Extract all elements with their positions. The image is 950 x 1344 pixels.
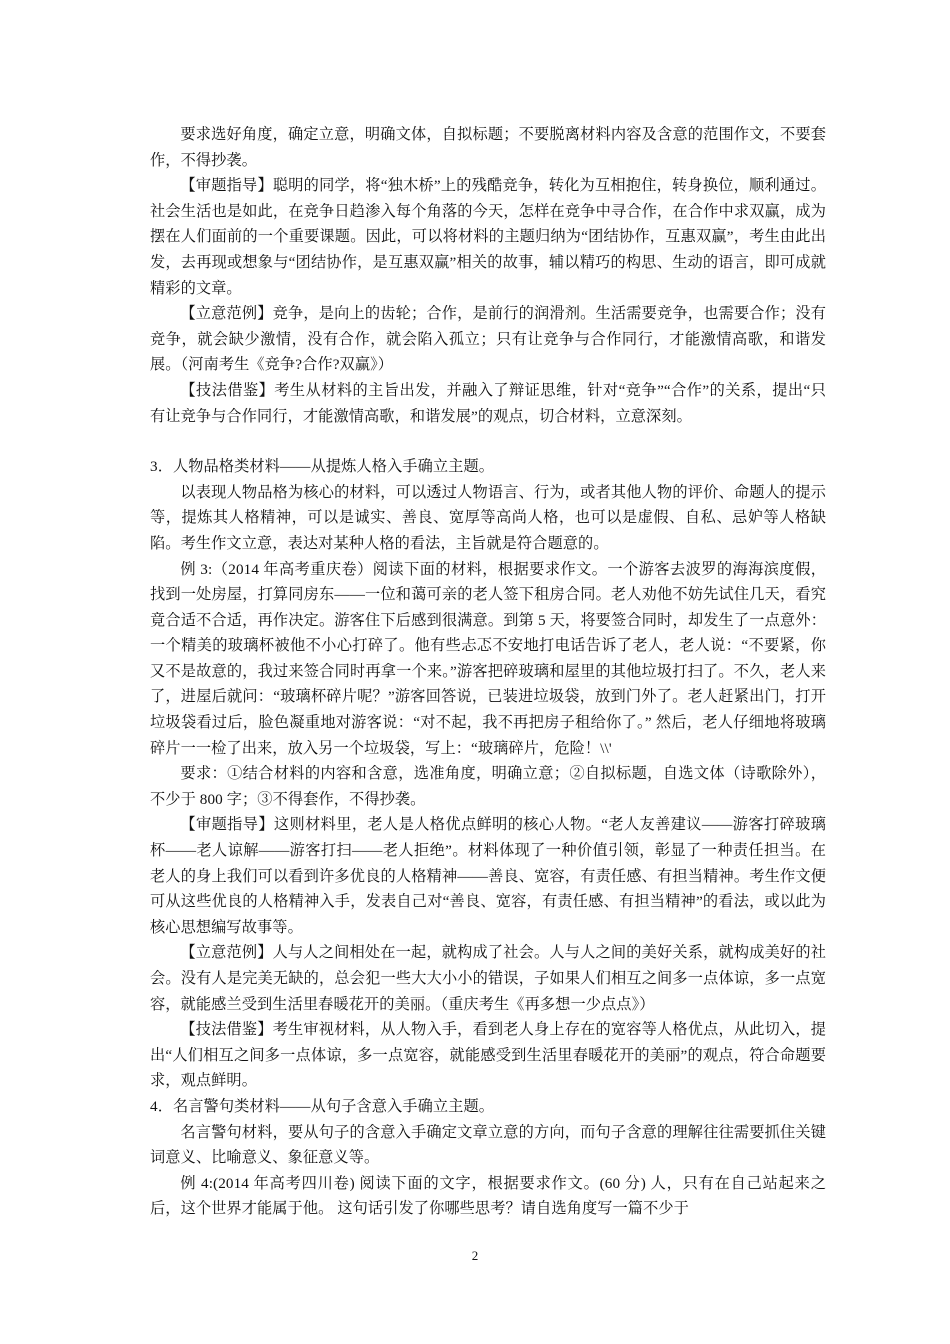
paragraph-writing-requirement: 要求选好角度，确定立意，明确文体，自拟标题；不要脱离材料内容及含意的范围作文，不要套作，不得抄袭。	[150, 126, 826, 169]
paragraph-example-3: 例 3:（2014 年高考重庆卷）阅读下面的材料，根据要求作文。一个游客去波罗的海海滨度假，找到一处房屋，打算同房东——一位和蔼可亲的老人签下租房合同。老人劝他不妨先试住几天，看究竟合适不合适，再作决定。游客住下后感到很满意。到第 5 天，将要签合同时，却发生了一点意外：一个精美的玻璃杯被他不小心打碎了。他有些忐忑不安地打电话告诉了老人，老人说：“不要紧，你又不是故意的，我过来签合同时再拿一个来。”游客把碎玻璃和屋里的其他垃圾打扫了。不久，老人来了，进屋后就问：“玻璃杯碎片呢？”游客回答说，已装进垃圾袋，放到门外了。老人赶紧出门，打开垃圾袋看过后，脸色凝重地对游客说：“对不起，我不再把房子租给你了。” 然后，老人仔细地将玻璃碎片一一检了出来，放入另一个垃圾袋，写上：“玻璃碎片，危险！\\'	[150, 560, 826, 757]
paragraph-topic-guide-1: 【审题指导】聪明的同学，将“独木桥”上的残酷竞争，转化为互相抱住，转身换位，顺利通过。社会生活也是如此，在竞争日趋渗入每个角落的今天，怎样在竞争中寻合作，在合作中求双赢，成为摆在人们面前的一个重要课题。因此，可以将材料的主题归纳为“团结协作，互惠双赢”，考生由此出发，去再现或想象与“团结协作，是互惠双赢”相关的故事，辅以精巧的构思、生动的语言，即可成就精彩的文章。	[150, 177, 826, 297]
paragraph-technique-3: 【技法借鉴】考生审视材料，从人物入手，看到老人身上存在的宽容等人格优点，从此切入，提出“人们相互之间多一点体谅，多一点宽容，就能感受到生活里春暖花开的美丽”的观点，符合命题要求，观点鲜明。	[150, 1021, 826, 1090]
paragraph-thesis-example-1: 【立意范例】竞争，是向上的齿轮；合作，是前行的润滑剂。生活需要竞争，也需要合作；没有竞争，就会缺少激情，没有合作，就会陷入孤立；只有让竞争与合作同行，才能激情高歌，和谐发展。（河南考生《竞争?合作?双赢》）	[150, 305, 826, 374]
paragraph-thesis-example-3: 【立意范例】人与人之间相处在一起，就构成了社会。人与人之间的美好关系，就构成美好的社会。没有人是完美无缺的，总会犯一些大大小小的错误，子如果人们相互之间多一点体谅，多一点宽容，就能感兰受到生活里春暖花开的美丽。（重庆考生《再多想一少点点》）	[150, 944, 826, 1013]
section-heading-4: 4．名言警句类材料——从句子含意入手确立主题。	[150, 1097, 495, 1115]
page-body	[150, 122, 826, 1222]
paragraph-section-4-intro: 名言警句材料，要从句子的含意入手确定文章立意的方向，而句子含意的理解往往需要抓住关键词意义、比喻意义、象征意义等。	[150, 1123, 826, 1167]
page-number: 2	[471, 1248, 479, 1263]
paragraph-topic-guide-3: 【审题指导】这则材料里，老人是人格优点鲜明的核心人物。“老人友善建议——游客打碎玻璃杯——老人谅解——游客打扫——老人拒绝”。材料体现了一种价值引领，彰显了一种责任担当。在老人的身上我们可以看到许多优良的人格精神——善良、宽容，有责任感、有担当精神。考生作文便可从这些优良的人格精神入手，发表自己对“善良、宽容，有责任感、有担当精神”的看法，或以此为核心思想编写故事等。	[150, 816, 826, 936]
paragraph-technique-1: 【技法借鉴】考生从材料的主旨出发，并融入了辩证思维，针对“竞争”“合作”的关系，提出“只有让竞争与合作同行，才能激情高歌，和谐发展”的观点，切合材料，立意深刻。	[150, 381, 826, 425]
paragraph-example-3-requirement: 要求：①结合材料的内容和含意，选准角度，明确立意；②自拟标题，自选文体（诗歌除外），不少于 800 字；③不得套作，不得抄袭。	[150, 765, 826, 808]
section-heading-3: 3．人物品格类材料——从提炼人格入手确立主题。	[150, 458, 495, 476]
paragraph-section-3-intro: 以表现人物品格为核心的材料，可以透过人物语言、行为，或者其他人物的评价、命题人的提示等，提炼其人格精神，可以是诚实、善良、宽厚等高尚人格，也可以是虚假、自私、忌妒等人格缺陷。考生作文立意，表达对某种人格的看法，主旨就是符合题意的。	[150, 483, 826, 552]
paragraph-example-4: 例 4:(2014 年高考四川卷) 阅读下面的文字，根据要求作文。(60 分) 人，只有在自己站起来之后，这个世界才能属于他。 这句话引发了你哪些思考？请自选角度写一篇不少于	[150, 1174, 826, 1218]
